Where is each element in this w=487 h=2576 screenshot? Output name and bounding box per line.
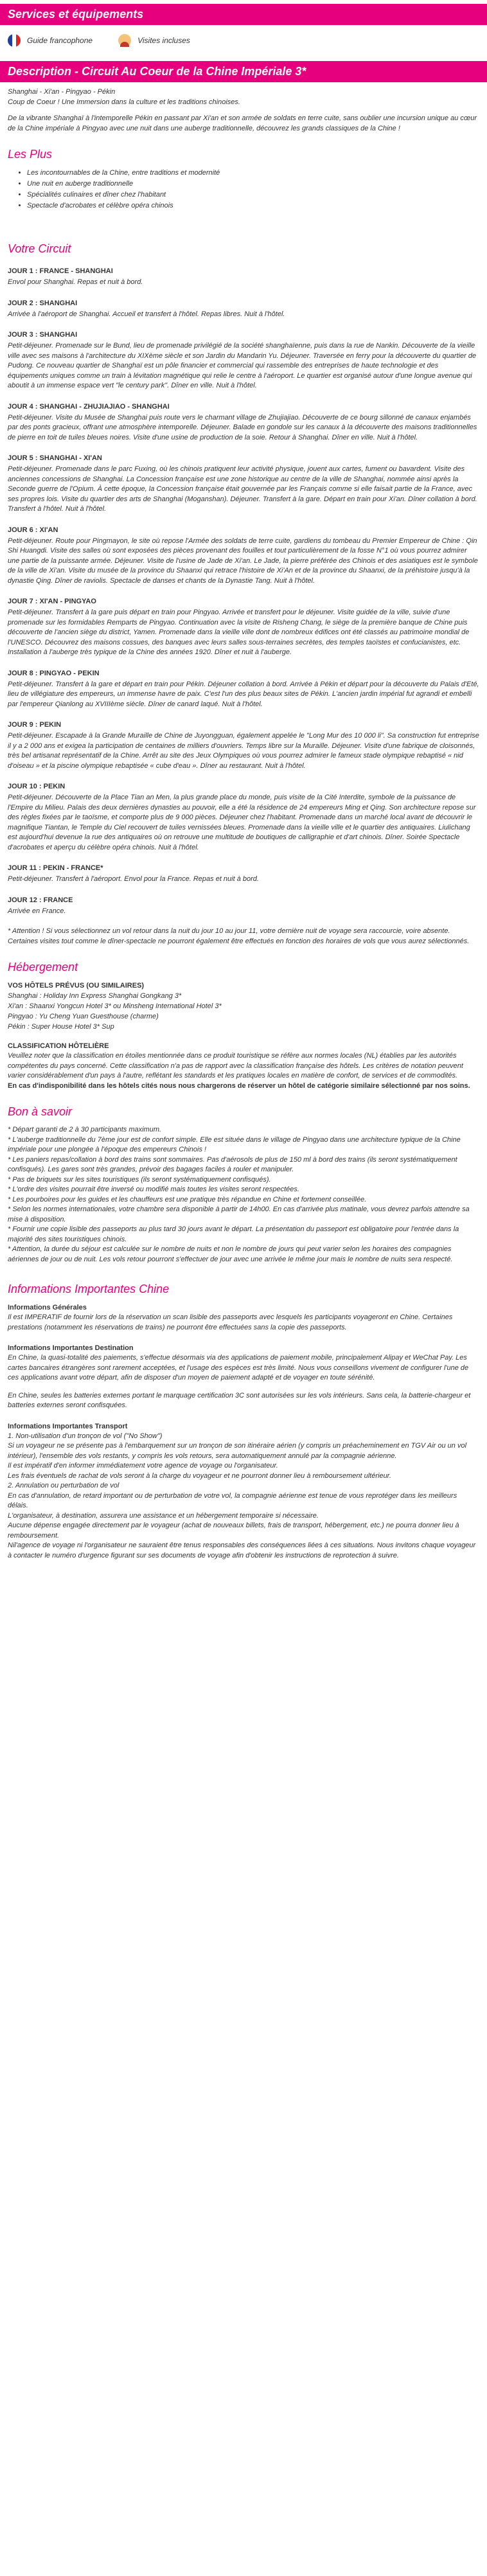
french-flag-icon: [8, 34, 21, 47]
list-item: * L'ordre des visites pourrait être inversé ou modifié mais toutes les visites seront respectées.: [8, 1186, 299, 1193]
day-text: Petit-déjeuner. Transfert à l'aéroport. Envol pour la France. Repas et nuit à bord.: [8, 875, 259, 883]
list-item: * L'auberge traditionnelle du 7ème jour est de confort simple. Elle est située dans le village de Pingyao dans une architecture typique de la Chine impériale pour une plongée à l'époque des empereurs Chinois !: [8, 1135, 461, 1153]
plus-list: [8, 168, 479, 211]
list-item: • Spectacle d'acrobates et célèbre opéra chinois: [27, 200, 479, 211]
day-text: Arrivée à l'aéroport de Shanghai. Accueil et transfert à l'hôtel. Repas libres. Nuit à l'hôtel.: [8, 310, 285, 318]
day-title: JOUR 7 : XI'AN - PINGYAO: [8, 598, 96, 605]
hotel-line: Pékin : Super House Hotel 3* Sup: [8, 1023, 114, 1031]
list-item: * Selon les normes internationales, votre chambre sera disponible à partir de 14h00. En cas d'arrivée plus matinale, vous devrez parfois attendre sa mise à disposition.: [8, 1205, 470, 1223]
plus-title: Les Plus: [8, 148, 53, 161]
day-10: [8, 783, 479, 853]
day-text: Arrivée en France.: [8, 907, 66, 915]
infos-transport: [8, 1423, 479, 1561]
circuit-footnote: * Attention ! Si vous sélectionnez un vol retour dans la nuit du jour 10 au jour 11, votre dernière nuit de voyage sera raccourcie, voire absente. Certaines visites tout comme le dîner-spectacle ne pourront également être effectués en fonction des horaires de vols que vous aurez sélectionnés.: [8, 927, 470, 945]
list-item: * Départ garanti de 2 à 30 participants maximum.: [8, 1126, 162, 1133]
list-item: • Les incontournables de la Chine, entre traditions et modernité: [27, 168, 479, 179]
info-line: En cas d'annulation, de retard important ou de perturbation de votre vol, la compagnie aérienne est tenue de vous reprotéger dans les meilleurs délais.: [8, 1491, 457, 1509]
list-item: * Les pourboires pour les guides et les chauffeurs est une pratique très répandue en Chine et fortement conseillée.: [8, 1195, 367, 1204]
hotel-line: Xi'an : Shaanxi Yongcun Hotel 3* ou Minsheng International Hotel 3*: [8, 1002, 222, 1010]
list-item: * Les paniers repas/collation à bord des trains sont sommaires. Pas d'aérosols de plus de 150 ml à bord des trains (ils seront systématiquement confisqués). Les gares sont très grandes, prévoir des bagages faciles à rouler et manipuler.: [8, 1155, 457, 1173]
day-8: [8, 670, 479, 710]
info-line: L'organisateur, à destination, assurera une assistance et un hébergement temporaire si nécessaire.: [8, 1511, 319, 1520]
day-11: [8, 864, 479, 885]
list-item: * Pas de briquets sur les sites touristiques (ils seront systématiquement confisqués).: [8, 1175, 271, 1184]
day-title: JOUR 8 : PINGYAO - PEKIN: [8, 669, 100, 677]
infos-title: Informations Importantes Chine: [8, 1283, 170, 1295]
list-item: * Attention, la durée du séjour est calculée sur le nombre de nuits et non le nombre de jours qui peut varier selon les horaires des compagnies aériennes de jour ou de nuit. Les vols retour pourront s'effectuer de jour avec une arrivée le même jour mais le nombre de nuits sera respecté.: [8, 1245, 453, 1263]
day-text: Envol pour Shanghai. Repas et nuit à bord.: [8, 278, 143, 286]
hotel-line: Pingyao : Yu Cheng Yuan Guesthouse (charme): [8, 1013, 159, 1020]
classification-bold: En cas d'indisponibilité dans les hôtels cités nous nous chargerons de réserver un hôtel de catégorie similaire sélectionné par nos soins.: [8, 1081, 470, 1090]
day-text: Petit-déjeuner. Découverte de la Place Tian an Men, la plus grande place du monde, puis visite de la Cité Interdite, symbole de la puissance de l'Empire du Milieu. Palais des deux dernières dynasties au pouvoir, elle a été la résidence de 24 empereurs Ming et Qing. Son architecture repose sur des règles fixées par le taoïsme, et comporte plus de 9 000 pièces. Déjeuner chez l'habitant. Promenade dans un marché local avant de découvrir le magnifique Tiantan, le Temple du Ciel recouvert de tuiles vernissées bleues. Promenade dans la vieille ville et le quartier des antiquaires. Liulichang est aujourd'hui devenue la rue des antiquaires où on retrouve une multitude de boutiques de calligraphie et d'art chinois. Dîner. Soirée Spectacle d'acrobates et aperçu du célèbre opéra chinois. Nuit à l'hôtel.: [8, 794, 476, 851]
day-6: [8, 526, 479, 587]
service-label: Guide francophone: [27, 36, 93, 45]
day-text: Petit-déjeuner. Escapade à la Grande Muraille de Chine de Juyongguan, également appelée le "Long Mur des 10 000 li". Sa construction fut entreprise il y a 2 000 ans et exigea la participation de centaines de milliers d'ouvriers. Temps libre sur la Muraille. Déjeuner. Visite d'une fabrique de cloisonnés, très bel artisanat représentatif de la Chine. Arrêt au site des Jeux Olympiques où vous pourrez admirer le fameux stade olympique rebaptisé « nid d'oiseau » et la piscine olympique rebaptisée « cube d'eau ». Dîner au restaurant. Nuit à l'hôtel.: [8, 732, 479, 770]
day-12: [8, 896, 479, 917]
service-label: Visites incluses: [137, 36, 190, 45]
day-title: JOUR 6 : XI'AN: [8, 526, 58, 534]
day-text: Petit-déjeuner. Transfert à la gare puis départ en train pour Pingyao. Arrivée et transfert pour le déjeuner. Visite guidée de la ville, suivie d'une promenade sur les formidables Remparts de Pingyao. Continuation avec la visite de Risheng Chang, le siège de la première banque de Chine puis découverte de l'ancien siège du district, Yamen. Promenade dans la vieille ville dont de nombreux édifices ont été classés au patrimoine mondial de l'UNESCO. Découvrez des maisons cossues, des banques avec leurs salles sous-terraines secrètes, des temples taoïstes et confucianistes, etc. Installation à l'auberge très typique de la Chine des années 1920. Dîner et nuit à l'auberge.: [8, 608, 470, 656]
day-title: JOUR 4 : SHANGHAI - ZHUJIAJIAO - SHANGHAI: [8, 402, 170, 411]
info-line: Si un voyageur ne se présente pas à l'embarquement sur un tronçon de son itinéraire aérien (y compris un préacheminement en TGV Air ou un vol intérieur), l'ensemble des vols restants, y compris les vols retours, sera automatiquement annulé par la compagnie aérienne.: [8, 1442, 467, 1460]
day-text: Petit-déjeuner. Transfert à la gare et départ en train pour Pékin. Déjeuner collation à bord. Arrivée à Pékin et départ pour la découverte du Palais d'Eté, lieu de villégiature des empereurs, un immense havre de paix. C'est l'un des plus beaux sites de Pékin. L'ancien jardin impérial fut agrandi et embelli par l'empereur Qianlong au XVIIIème siècle. Dîner de canard laqué. Nuit à l'hôtel.: [8, 680, 479, 708]
info-heading: Informations Importantes Destination: [8, 1344, 134, 1352]
list-item: * Fournir une copie lisible des passeports au plus tard 30 jours avant le départ. La présentation du passeport est obligatoire pour l'entrée dans la majorité des sites touristiques chinois.: [8, 1225, 459, 1243]
day-text: Petit-déjeuner. Promenade dans le parc Fuxing, où les chinois pratiquent leur activité physique, jouent aux cartes, fument ou bavardent. Visite des anciennes concessions de Shanghai. La Concession française est une zone historique au centre de la ville de Shanghai, nommée ainsi après la Seconde guerre de l'Opium. À cette époque, la Concession française était gouvernée par les Français comme si elle faisait partie de la France, avec ses propres lois. Visite du quartier des arts de Shanghai (Moganshan). Déjeuner. Transfert à la gare. Départ en train pour Xi'an. Dîner collation à bord. Transfert à l'hôtel. Nuit à l'hôtel.: [8, 465, 477, 513]
info-line: Les frais éventuels de rachat de vols seront à la charge du voyageur et ne pourront donner lieu à remboursement ultérieur.: [8, 1471, 391, 1480]
day-title: JOUR 3 : SHANGHAI: [8, 331, 78, 339]
intro: De la vibrante Shanghaï à l'intemporelle Pékin en passant par Xi'an et son armée de soldats en terre cuite, sans oublier une incursion unique au cœur de la Chine impériale à Pingyao avec une nuit dans une auberge traditionnelle, découvrez les grands classiques de la Chine !: [8, 114, 477, 132]
day-9: [8, 721, 479, 771]
info-line: 1. Non-utilisation d'un tronçon de vol ("No Show"): [8, 1432, 163, 1440]
tagline: Coup de Coeur ! Une Immersion dans la culture et les traditions chinoises.: [8, 98, 240, 106]
day-1: [8, 267, 479, 288]
info-text: En Chine, la quasi-totalité des paiements, s'effectue désormais via des applications de paiement mobile, principalement Alipay et WeChat Pay. Les cartes bancaires étrangères sont rarement acceptées, et l'usage des espèces est très limité. Nous vous conseillons vivement de configurer l'une de ces applications avant votre départ, afin de disposer d'un moyen de paiement adapté et de voyager en toute sérénité.: [8, 1354, 469, 1381]
day-4: [8, 403, 479, 443]
info-line: Nil'agence de voyage ni l'organisateur ne sauraient être tenus responsables des conséquences liées à ces situations. Nous invitons chaque voyageur à contacter le numéro d'urgence figurant sur ses documents de voyage afin d'obtenir les instructions de reprotection à suivre.: [8, 1541, 476, 1559]
guide-person-icon: [118, 34, 131, 47]
info-heading: Informations Générales: [8, 1304, 87, 1311]
info-text: Il est IMPERATIF de fournir lors de la réservation un scan lisible des passeports avec lesquels les participants voyageront en Chine. Certaines prestations (notamment les réservations de trains) ne pourront être effectuées sans la copie des passeports.: [8, 1313, 453, 1331]
description-header: Description - Circuit Au Coeur de la Chine Impériale 3*: [0, 61, 487, 82]
day-text: Petit-déjeuner. Promenade sur le Bund, lieu de promenade privilégié de la société shanghaïenne, puis dans la rue de Nankin. Découverte de la vieille ville avec ses maisons à l'architecture du XIXème siècle et son Jardin du Mandarin Yu. Déjeuner. Traversée en ferry pour la découverte du quartier de Pudong. Ce nouveau quartier de Shanghaï est un pôle financier et commercial qui rassemble des entreprises de haute technologie et des équipements uniques comme un train à lévitation magnétique qui relie le centre à l'aéroport. Le quartier est organisé autour d'une longue avenue qui aboutit à un immense espace vert "le century park". Dîner en ville. Nuit à l'hôtel.: [8, 342, 477, 389]
day-title: JOUR 2 : SHANGHAI: [8, 299, 78, 307]
service-guide-francophone: [8, 34, 93, 47]
day-5: [8, 454, 479, 515]
day-title: JOUR 9 : PEKIN: [8, 721, 62, 729]
list-item: • Spécialités culinaires et dîner chez l'habitant: [27, 190, 479, 200]
info-line: Aucune dépense engagée directement par le voyageur (achat de nouveaux billets, frais de transport, hébergement, etc.) ne pourra donner lieu à remboursement.: [8, 1522, 459, 1540]
day-7: [8, 598, 479, 658]
bon-savoir-list: [8, 1125, 479, 1265]
info-line: Il est impératif d'en informer immédiatement votre agence de voyage ou l'organisateur.: [8, 1462, 278, 1470]
day-text: Petit-déjeuner. Route pour Pingmayon, le site où repose l'Armée des soldats de terre cuite, gardiens du tombeau du Premier Empereur de Chine : Qin Shi Huangdi. Visite des salles où sont exposées des pièces provenant des fouilles et tout particulièrement de la fosse N°1 où vous pourrez admirer une partie de la puissante armée. Déjeuner. Visite de l'usine de Jade de Xi'an. Le Jade, la pierre préférée des Chinois et des asiatiques est le symbole de la ville de Xi'an. Visite du musée de la province du Shaanxi qui retrace l'histoire de Xi'An et de la province du Shaanxi, de la préhistoire jusqu'à la dynastie Qing. Dîner de raviolis. Spectacle de danses et chants de la Dynastie Tang. Nuit à l'hôtel.: [8, 537, 478, 585]
day-title: JOUR 5 : SHANGHAI - XI'AN: [8, 454, 102, 462]
hotels-subtitle: VOS HÔTELS PRÉVUS (OU SIMILAIRES): [8, 982, 145, 990]
services-header: Services et équipements: [0, 4, 487, 25]
day-3: [8, 331, 479, 391]
service-visites-incluses: [118, 34, 190, 47]
day-2: [8, 299, 479, 320]
day-title: JOUR 1 : FRANCE - SHANGHAI: [8, 267, 113, 275]
classification-text: Veuillez noter que la classification en étoiles mentionnée dans ce produit touristique se réfère aux normes locales (NL) établies par les autorités compétentes du pays concerné. Cette classification n'a pas de rapport avec la classification française des hôtels. Les critères de notation peuvent varier considérablement d'un pays à l'autre, reflétant les standards et les pratiques locales en matière de confort, de services et de commodités.: [8, 1052, 463, 1079]
day-text: Petit-déjeuner. Visite du Musée de Shanghai puis route vers le charmant village de Zhujiajiao. Découverte de ce bourg sillonné de canaux enjambés par des ponts gracieux, offrant une atmosphère intemporelle. Déjeuner. Balade en gondole sur les canaux à la découverte des maisons traditionnelles de pierre en toit de tuiles bleues noires. Visite d'une usine de production de la soie. Retour à Shanghai. Dîner en ville. Nuit à l'hôtel.: [8, 413, 477, 441]
services-list: [0, 25, 487, 61]
hotel-line: Shanghai : Holiday Inn Express Shanghai Gongkang 3*: [8, 992, 182, 1000]
info-text: En Chine, seules les batteries externes portant le marquage certification 3C sont autorisées sur les vols intérieurs. Sans cela, la batterie-chargeur et batteries externes seront confisquées.: [8, 1391, 471, 1409]
day-title: JOUR 10 : PEKIN: [8, 783, 66, 790]
bon-savoir-title: Bon à savoir: [8, 1105, 73, 1118]
list-item: • Une nuit en auberge traditionnelle: [27, 179, 479, 190]
classification-title: CLASSIFICATION HÔTELIÈRE: [8, 1042, 109, 1050]
hebergement-title: Hébergement: [8, 961, 78, 973]
day-title: JOUR 12 : FRANCE: [8, 896, 73, 904]
infos-destination: [8, 1344, 479, 1411]
circuit-title: Votre Circuit: [8, 242, 71, 255]
info-heading: Informations Importantes Transport: [8, 1422, 128, 1430]
day-title: JOUR 11 : PEKIN - FRANCE*: [8, 864, 103, 872]
content: [0, 82, 487, 1561]
infos-generales: [8, 1304, 479, 1333]
info-line: 2. Annulation ou perturbation de vol: [8, 1482, 120, 1489]
route: Shanghai - Xi'an - Pingyao - Pékin: [8, 88, 116, 96]
page: [0, 4, 487, 1567]
